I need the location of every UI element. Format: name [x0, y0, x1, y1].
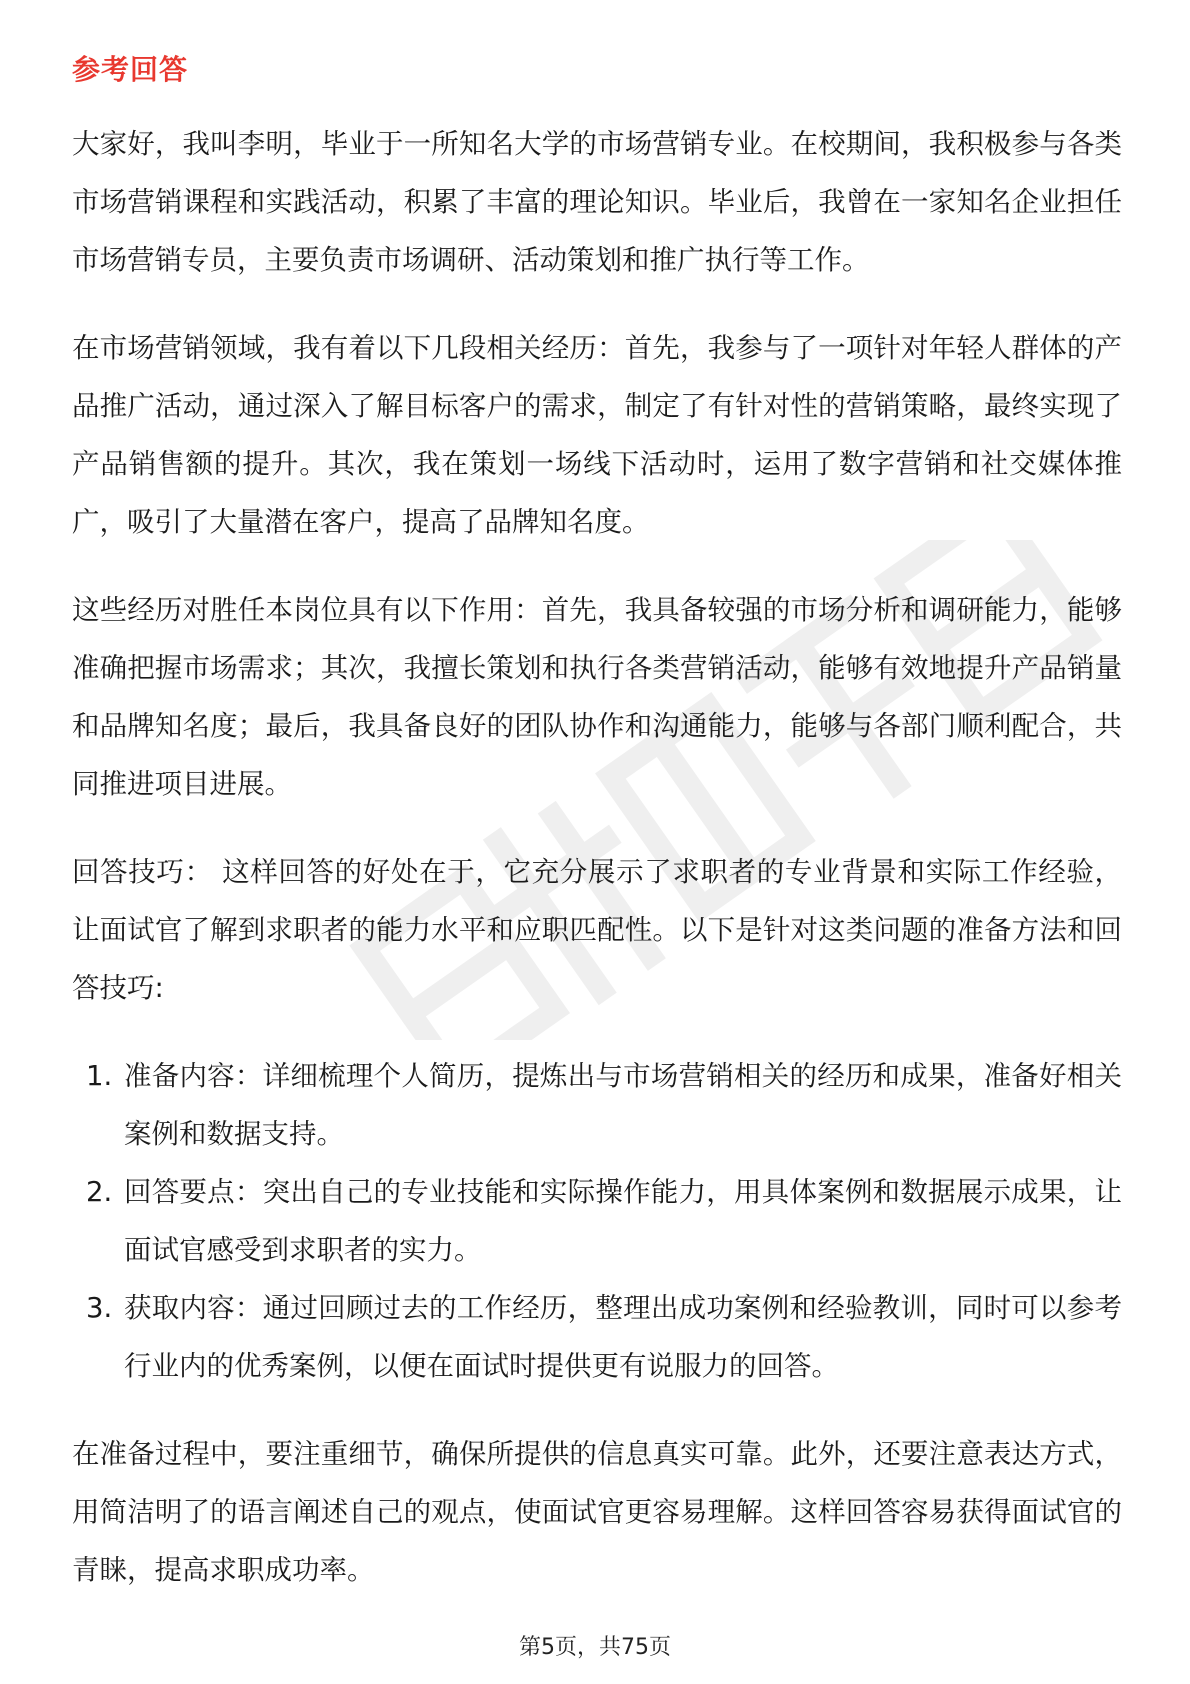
paragraph-fit: 这些经历对胜任本岗位具有以下作用：首先，我具备较强的市场分析和调研能力，能够准确把握市场需求；其次，我擅长策划和执行各类营销活动，能够有效地提升产品销量和品牌知名度；最后，我具备良好的团队协作和沟通能力，能够与各部门顺利配合，共同推进项目进展。	[72, 594, 1122, 800]
list-item-text: 准备内容：详细梳理个人简历，提炼出与市场营销相关的经历和成果，准备好相关案例和数据支持。	[124, 1060, 1122, 1150]
list-item-text: 回答要点：突出自己的专业技能和实际操作能力，用具体案例和数据展示成果，让面试官感受到求职者的实力。	[124, 1176, 1122, 1266]
list-item-number: 2.	[86, 1176, 113, 1208]
list-item	[72, 1163, 1122, 1279]
list-item	[72, 1279, 1122, 1395]
paragraph-tips: 回答技巧： 这样回答的好处在于，它充分展示了求职者的专业背景和实际工作经验，让面试官了解到求职者的能力水平和应职匹配性。以下是针对这类问题的准备方法和回答技巧:	[72, 856, 1122, 1004]
document-body	[72, 115, 1122, 1629]
paragraph-experience: 在市场营销领域，我有着以下几段相关经历：首先，我参与了一项针对年轻人群体的产品推广活动，通过深入了解目标客户的需求，制定了有针对性的营销策略，最终实现了产品销售额的提升。其次，我在策划一场线下活动时，运用了数字营销和社交媒体推广，吸引了大量潜在客户，提高了品牌知名度。	[72, 332, 1122, 538]
page-number: 第5页，共75页	[519, 1635, 671, 1660]
list-item-number: 3.	[86, 1292, 113, 1324]
section-heading: 参考回答	[72, 53, 189, 86]
paragraph-intro: 大家好，我叫李明，毕业于一所知名大学的市场营销专业。在校期间，我积极参与各类市场营销课程和实践活动，积累了丰富的理论知识。毕业后，我曾在一家知名企业担任市场营销专员，主要负责市场调研、活动策划和推广执行等工作。	[72, 128, 1122, 276]
list-item	[72, 1047, 1122, 1163]
paragraph-closing: 在准备过程中，要注重细节，确保所提供的信息真实可靠。此外，还要注意表达方式，用简洁明了的语言阐述自己的观点，使面试官更容易理解。这样回答容易获得面试官的青睐，提高求职成功率。	[72, 1438, 1122, 1586]
list-item-text: 获取内容：通过回顾过去的工作经历，整理出成功案例和经验教训，同时可以参考行业内的优秀案例，以便在面试时提供更有说服力的回答。	[124, 1292, 1122, 1382]
tips-list	[72, 1047, 1122, 1395]
list-item-number: 1.	[86, 1060, 113, 1092]
